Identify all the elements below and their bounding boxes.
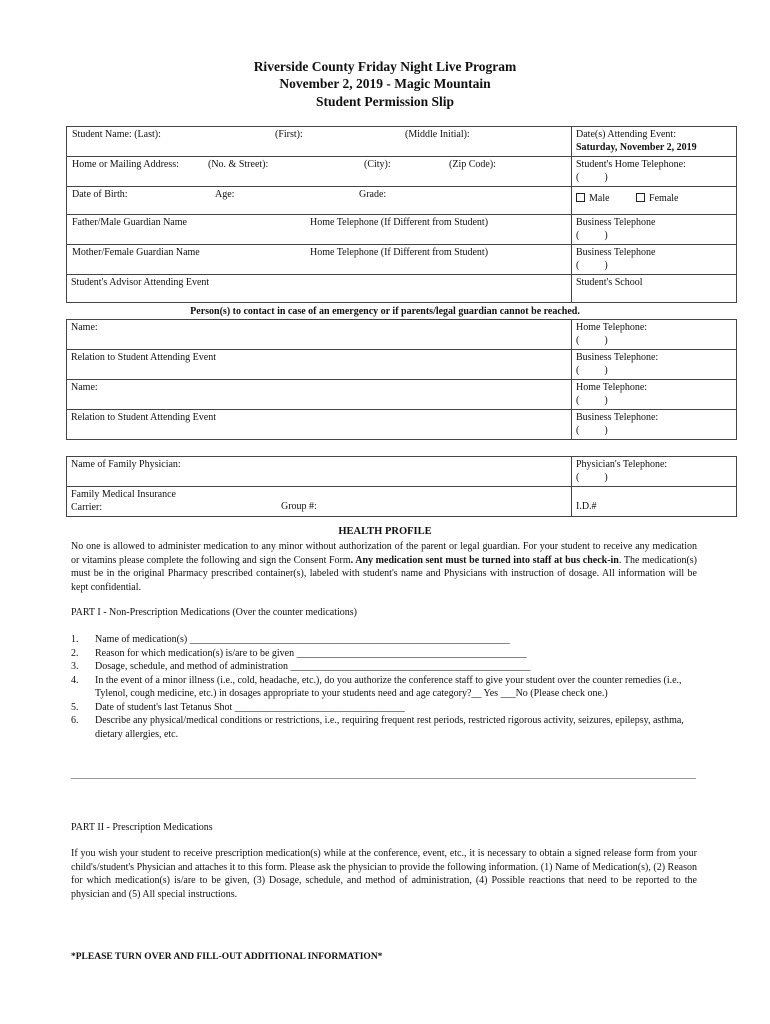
list-item[interactable] (71, 633, 697, 647)
male-label: Male (589, 193, 610, 204)
student-first-label: (First): (275, 129, 303, 140)
grade-label: Grade: (359, 189, 387, 200)
emergency-name-label: Name: (71, 382, 98, 393)
physician-name-label: Name of Family Physician: (71, 459, 181, 470)
student-info-table (66, 126, 737, 303)
item-text: Reason for which medication(s) is/are to be given ______________________________________________ (95, 647, 527, 659)
area-code-paren: ( ) (576, 229, 608, 241)
physician-name-field[interactable] (67, 457, 572, 487)
area-code-paren: ( ) (576, 171, 608, 183)
item-text: Date of student's last Tetanus Shot __________________________________ (95, 701, 405, 713)
insurance-field[interactable] (67, 487, 572, 517)
item-number: 1. (71, 634, 79, 645)
home-tel-label: Home Telephone: (576, 382, 648, 393)
item-number: 4. (71, 674, 79, 686)
female-label: Female (649, 193, 679, 204)
street-label: (No. & Street): (208, 159, 269, 170)
student-last-label: Student Name: (Last): (72, 129, 161, 140)
mother-guardian-field[interactable] (67, 245, 572, 275)
address-label: Home or Mailing Address: (72, 159, 179, 170)
father-business-tel-field[interactable] (572, 215, 737, 245)
business-tel-label: Business Telephone (576, 217, 656, 228)
emergency-name-1-field[interactable] (67, 320, 572, 350)
mother-home-tel-label: Home Telephone (If Different from Student) (310, 247, 489, 258)
form-title-line1: Riverside County Friday Night Live Program (253, 59, 517, 74)
father-guardian-field[interactable] (67, 215, 572, 245)
emergency-heading: Person(s) to contact in case of an emergency or if parents/legal guardian cannot be reached. (190, 306, 580, 317)
physician-tel-field[interactable] (572, 457, 737, 487)
mother-label: Mother/Female Guardian Name (72, 247, 200, 258)
student-home-telephone-field[interactable] (572, 157, 737, 187)
conditions-answer-line[interactable] (71, 778, 696, 779)
list-item[interactable] (71, 674, 697, 701)
part2-text: If you wish your student to receive prescription medication(s) while at the conference, event, etc., it is necessary to obtain a signed release form from your child's/student's Physician and attaches it to this form. Please ask the physician to provide the following information. (1) Name of Medication(s), (2) Reason for which medication(s) is/are to be given, (3) Dosage, schedule, and method of administration, (4) Possible reactions that need to be reported to the physician and (5) All special instructions. (71, 848, 697, 900)
group-number-label: Group #: (281, 501, 317, 512)
id-number-label: I.D.# (576, 501, 597, 512)
physician-table (66, 456, 737, 517)
relation-label: Relation to Student Attending Event (71, 412, 216, 423)
part1-list (71, 633, 697, 741)
dates-attending-label: Date(s) Attending Event: (576, 129, 676, 140)
health-intro (71, 540, 697, 594)
emergency-business-tel-1-field[interactable] (572, 350, 737, 380)
physician-tel-label: Physician's Telephone: (576, 459, 668, 470)
female-option[interactable] (636, 193, 678, 204)
emergency-business-tel-2-field[interactable] (572, 410, 737, 440)
dob-label: Date of Birth: (72, 189, 128, 200)
emergency-home-tel-2-field[interactable] (572, 380, 737, 410)
emergency-relation-2-field[interactable] (67, 410, 572, 440)
emergency-name-label: Name: (71, 322, 98, 333)
id-number-field[interactable] (572, 487, 737, 517)
business-tel-label: Business Telephone: (576, 352, 659, 363)
area-code-paren: ( ) (576, 471, 608, 483)
form-title-line3: Student Permission Slip (315, 94, 455, 109)
area-code-paren: ( ) (576, 259, 608, 271)
dob-age-grade-field[interactable] (67, 187, 572, 215)
emergency-name-2-field[interactable] (67, 380, 572, 410)
item-number: 2. (71, 647, 79, 659)
zip-label: (Zip Code): (449, 159, 496, 170)
item-text: Describe any physical/medical conditions or restrictions, i.e., requiring frequent rest periods, restricted rigorous activity, seizures, epilepsy, asthma, dietary allergies, etc. (95, 715, 684, 740)
dates-attending-value: Saturday, November 2, 2019 (576, 141, 697, 153)
advisor-field[interactable] (67, 275, 572, 303)
item-text: In the event of a minor illness (i.e., cold, headache, etc.), do you authorize the conference staff to give your student over the counter remedies (i.e., Tylenol, cough medicine, etc.) in dosages appropriate to your students need and age category?__ Yes ___No (Please check one.) (95, 674, 682, 699)
item-number: 5. (71, 701, 79, 713)
male-option[interactable] (576, 193, 610, 204)
health-intro-text-2: . The medication(s) must be in the original Pharmacy prescribed container(s), labeled with student's name and Physicians with instruction of dosage. All information will be kept confidential. (71, 554, 697, 593)
item-text: Dosage, schedule, and method of administration ________________________________________________ (95, 661, 531, 672)
emergency-relation-1-field[interactable] (67, 350, 572, 380)
area-code-paren: ( ) (576, 334, 608, 346)
list-item[interactable] (71, 647, 697, 661)
age-label: Age: (215, 189, 235, 200)
business-tel-label: Business Telephone: (576, 412, 659, 423)
area-code-paren: ( ) (576, 364, 608, 376)
part1-title: PART I - Non-Prescription Medications (Over the counter medications) (71, 607, 358, 618)
advisor-label: Student's Advisor Attending Event (71, 277, 210, 288)
student-home-telephone-label: Student's Home Telephone: (576, 159, 686, 170)
insurance-label-line2: Carrier: (71, 501, 103, 513)
form-title-line2: November 2, 2019 - Magic Mountain (279, 76, 491, 91)
part2-title: PART II - Prescription Medications (71, 822, 213, 833)
student-middle-label: (Middle Initial): (405, 129, 470, 140)
male-checkbox[interactable] (576, 193, 585, 202)
footer-note: *PLEASE TURN OVER AND FILL-OUT ADDITIONAL INFORMATION* (71, 952, 383, 962)
relation-label: Relation to Student Attending Event (71, 352, 216, 363)
student-name-field[interactable] (67, 127, 572, 157)
health-intro-text: No one is allowed to administer medication to any minor without authorization of the parent or legal guardian. For your student to receive any medication or vitamins please complete the following and sign the Consent Form (71, 541, 697, 566)
school-field[interactable] (572, 275, 737, 303)
health-intro-bold: . Any medication sent must be turned into staff at bus check-in (350, 554, 619, 566)
list-item[interactable] (71, 660, 697, 674)
item-number: 6. (71, 715, 79, 726)
business-tel-label: Business Telephone (576, 247, 656, 258)
item-number: 3. (71, 661, 79, 672)
health-profile-title: HEALTH PROFILE (338, 526, 432, 537)
female-checkbox[interactable] (636, 193, 645, 202)
emergency-table (66, 319, 737, 440)
dates-attending-field[interactable] (572, 127, 737, 157)
list-item[interactable] (71, 701, 697, 715)
school-label: Student's School (576, 277, 643, 288)
father-home-tel-label: Home Telephone (If Different from Student) (310, 217, 489, 228)
insurance-label-line1: Family Medical Insurance (71, 489, 176, 500)
address-field[interactable] (67, 157, 572, 187)
emergency-home-tel-1-field[interactable] (572, 320, 737, 350)
city-label: (City): (364, 159, 391, 170)
gender-field (572, 187, 737, 215)
area-code-paren: ( ) (576, 394, 608, 406)
list-item[interactable] (71, 714, 697, 741)
father-label: Father/Male Guardian Name (72, 217, 187, 228)
home-tel-label: Home Telephone: (576, 322, 648, 333)
mother-business-tel-field[interactable] (572, 245, 737, 275)
area-code-paren: ( ) (576, 424, 608, 436)
item-text: Name of medication(s) ________________________________________________________________ (95, 634, 510, 645)
